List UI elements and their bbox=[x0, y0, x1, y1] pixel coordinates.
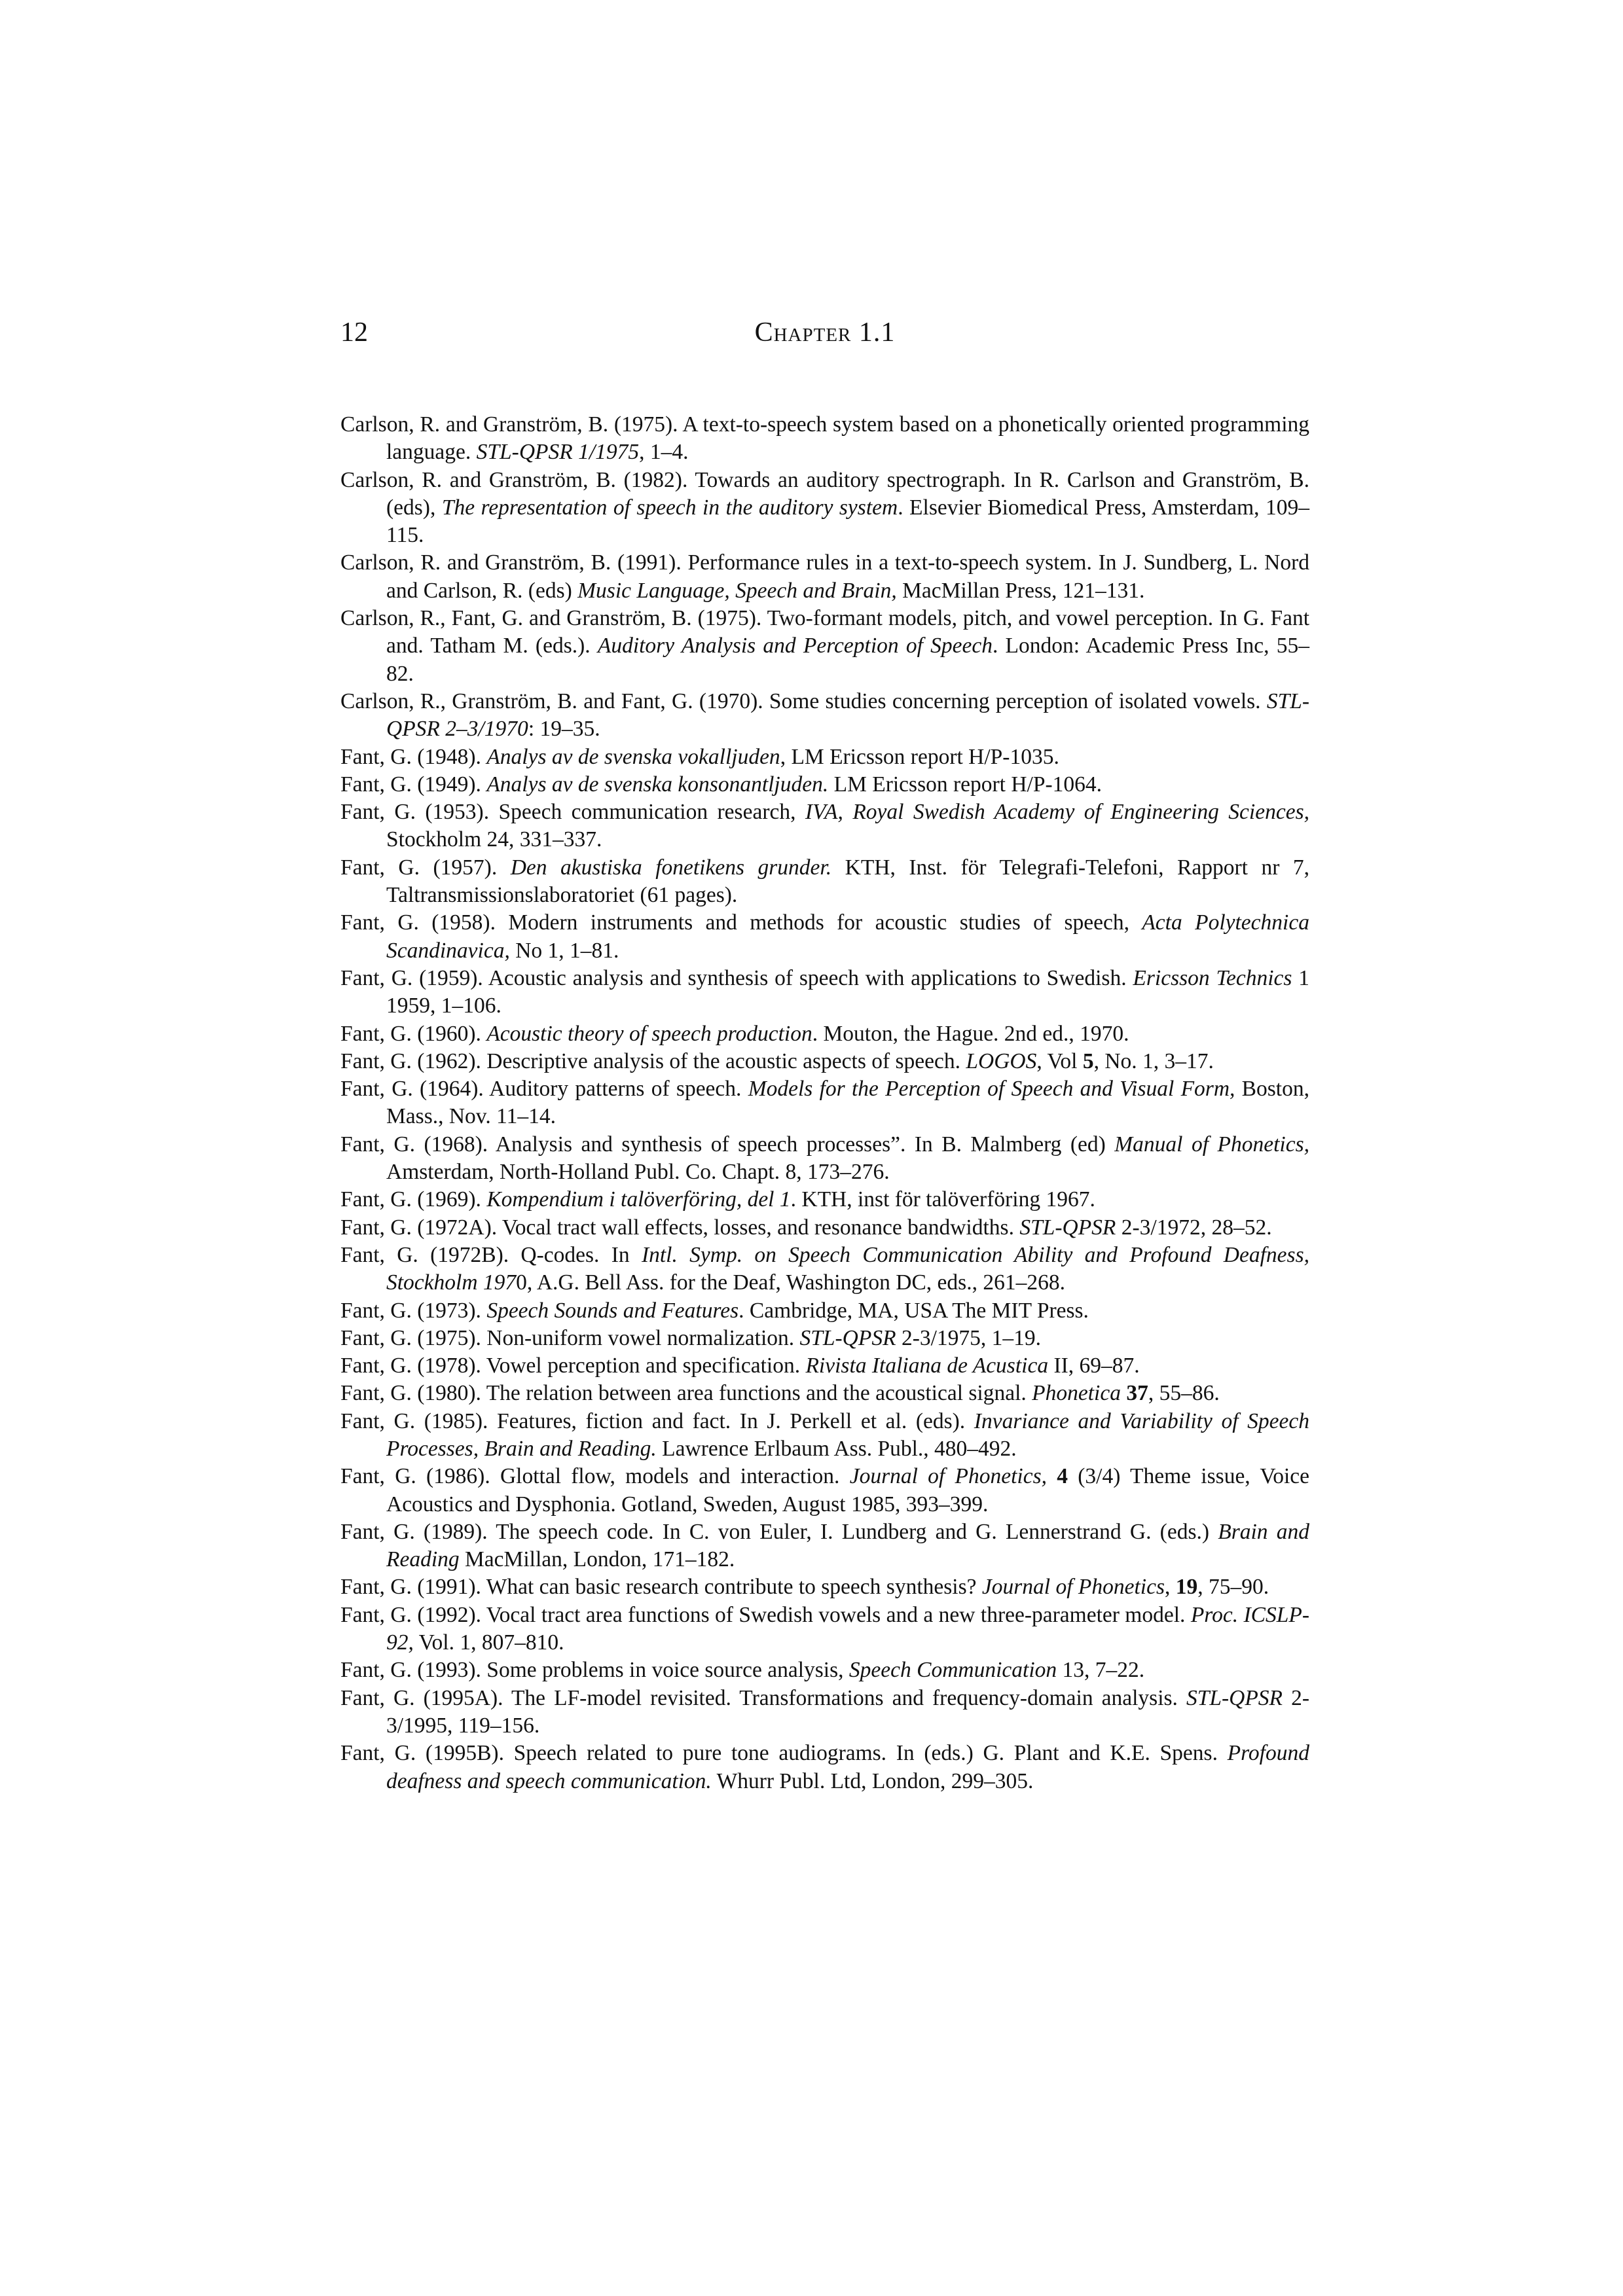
reference-entry bbox=[340, 605, 1309, 688]
reference-italic-text: Brain and Reading bbox=[386, 1519, 1310, 1572]
reference-text: Fant, G. (1985). Features, fiction and fact. In J. Perkell et al. (eds). bbox=[340, 1408, 974, 1433]
reference-text: Fant, G. (1948). bbox=[340, 744, 487, 769]
reference-italic-text: Profound deafness and speech communication. bbox=[386, 1741, 1309, 1793]
reference-entry bbox=[340, 1242, 1309, 1297]
reference-italic-text: Invariance and Variability of Speech Processes, Brain and Reading. bbox=[386, 1408, 1309, 1461]
reference-entry bbox=[340, 1602, 1309, 1657]
reference-entry bbox=[340, 1186, 1309, 1213]
reference-italic-text: The representation of speech in the auditory system bbox=[441, 495, 898, 520]
reference-bold-text: 37 bbox=[1126, 1381, 1148, 1406]
reference-text: . KTH, inst för talöverföring 1967. bbox=[790, 1187, 1095, 1212]
reference-text: LM Ericsson report H/P-1064. bbox=[828, 772, 1103, 797]
reference-text: Fant, G. (1973). bbox=[340, 1298, 487, 1323]
reference-entry bbox=[340, 1325, 1309, 1352]
reference-text: Fant, G. (1968). Analysis and synthesis of speech processes”. In B. Malmberg (ed) bbox=[340, 1132, 1115, 1157]
reference-italic-text: Rivista Italiana de Acustica bbox=[805, 1354, 1049, 1378]
reference-italic-text: Music Language, Speech and Brain, bbox=[577, 578, 897, 603]
reference-bold-text: 19 bbox=[1175, 1575, 1198, 1600]
reference-text: 2-3/1972, 28–52. bbox=[1116, 1215, 1272, 1240]
reference-italic-text: Intl. Symp. on Speech Communication Ability and Profound Deafness, Stockholm 197 bbox=[386, 1242, 1309, 1295]
reference-text: MacMillan, London, 171–182. bbox=[459, 1547, 735, 1572]
reference-entry bbox=[340, 1740, 1309, 1795]
reference-text: Amsterdam, North-Holland Publ. Co. Chapt. 8, 173–276. bbox=[386, 1160, 890, 1185]
reference-text: . London: Academic Press Inc, 55–82. bbox=[386, 634, 1309, 686]
reference-text: 2-3/1995, 119–156. bbox=[386, 1685, 1309, 1738]
reference-entry bbox=[340, 909, 1309, 965]
reference-text: Carlson, R. and Granström, B. (1975). A text-to-speech system based on a phonetically oriented programming language. bbox=[340, 412, 1309, 465]
reference-text: : 19–35. bbox=[528, 717, 600, 742]
reference-text: Fant, G. (1969). bbox=[340, 1187, 487, 1212]
reference-text: , 55–86. bbox=[1148, 1381, 1220, 1406]
reference-italic-text: Journal of Phonetics, bbox=[849, 1464, 1047, 1489]
reference-entry bbox=[340, 467, 1309, 550]
reference-text: . Elsevier Biomedical Press, Amsterdam, 109–115. bbox=[386, 495, 1310, 548]
reference-text: Fant, G. (1953). Speech communication research, bbox=[340, 800, 805, 825]
reference-entry bbox=[340, 1380, 1309, 1407]
reference-entry bbox=[340, 965, 1309, 1020]
reference-entry bbox=[340, 411, 1309, 467]
reference-entry bbox=[340, 798, 1309, 854]
reference-entry bbox=[340, 1131, 1309, 1187]
running-head: Chapter 1.1 bbox=[754, 317, 896, 348]
reference-text: 0, A.G. Bell Ass. for the Deaf, Washington DC, eds., 261–268. bbox=[516, 1270, 1065, 1295]
reference-italic-text: Journal of Phonetics bbox=[981, 1575, 1165, 1600]
reference-text: , bbox=[1165, 1575, 1176, 1600]
reference-text: Fant, G. (1962). Descriptive analysis of the acoustic aspects of speech. bbox=[340, 1049, 966, 1073]
reference-entry bbox=[340, 1075, 1309, 1131]
reference-text: Carlson, R. and Granström, B. (1982). Towards an auditory spectrograph. In R. Carlson and Granström, B. (eds), bbox=[340, 467, 1309, 520]
reference-italic-text: Acoustic theory of speech production bbox=[486, 1021, 812, 1046]
reference-text: Lawrence Erlbaum Ass. Publ., 480–492. bbox=[656, 1436, 1017, 1461]
reference-text: II, 69–87. bbox=[1048, 1354, 1140, 1378]
reference-italic-text: Speech Communication bbox=[848, 1658, 1057, 1683]
reference-text: Fant, G. (1991). What can basic research contribute to speech synthesis? bbox=[340, 1575, 982, 1600]
reference-text: Fant, G. (1995A). The LF-model revisited. Transformations and frequency-domain analysis. bbox=[340, 1685, 1186, 1710]
reference-text: 13, 7–22. bbox=[1057, 1658, 1145, 1683]
reference-text: Carlson, R., Granström, B. and Fant, G. (1970). Some studies concerning perception of isolated vowels. bbox=[340, 689, 1267, 713]
reference-entry bbox=[340, 1352, 1309, 1380]
reference-text: Fant, G. (1993). Some problems in voice source analysis, bbox=[340, 1658, 849, 1683]
reference-text: 1 1959, 1–106. bbox=[386, 965, 1310, 1018]
reference-text: No 1, 1–81. bbox=[509, 938, 619, 963]
reference-entry bbox=[340, 1463, 1309, 1518]
reference-text: , 1–4. bbox=[639, 440, 689, 465]
reference-text: , 75–90. bbox=[1197, 1575, 1269, 1600]
reference-italic-text: STL-QPSR 1/1975 bbox=[476, 440, 640, 465]
reference-text: . Mouton, the Hague. 2nd ed., 1970. bbox=[812, 1021, 1129, 1046]
reference-italic-text: LOGOS bbox=[966, 1049, 1037, 1073]
reference-text: , LM Ericsson report H/P-1035. bbox=[780, 744, 1059, 769]
reference-entry bbox=[340, 1214, 1309, 1242]
reference-text: Fant, G. (1989). The speech code. In C. von Euler, I. Lundberg and G. Lennerstrand G. (eds.) bbox=[340, 1519, 1218, 1544]
reference-italic-text: Manual of Phonetics, bbox=[1114, 1132, 1310, 1157]
reference-entry bbox=[340, 1020, 1309, 1048]
reference-text bbox=[1047, 1464, 1057, 1488]
reference-italic-text: Speech Sounds and Features bbox=[486, 1298, 739, 1323]
reference-text: Fant, G. (1986). Glottal flow, models and interaction. bbox=[340, 1464, 850, 1489]
reference-entry bbox=[340, 854, 1309, 910]
reference-text: (3/4) Theme issue, Voice Acoustics and Dysphonia. Gotland, Sweden, August 1985, 393–399. bbox=[386, 1464, 1310, 1516]
reference-text: Boston, Mass., Nov. 11–14. bbox=[386, 1077, 1309, 1129]
reference-text: 2-3/1975, 1–19. bbox=[896, 1325, 1042, 1350]
reference-text: MacMillan Press, 121–131. bbox=[896, 578, 1145, 603]
reference-bold-text: 5 bbox=[1082, 1049, 1094, 1073]
reference-entry bbox=[340, 744, 1309, 771]
reference-text: , No. 1, 3–17. bbox=[1093, 1049, 1214, 1073]
reference-text: Fant, G. (1958). Modern instruments and methods for acoustic studies of speech, bbox=[340, 910, 1142, 935]
page-number: 12 bbox=[340, 317, 368, 348]
reference-text: , Vol bbox=[1036, 1049, 1083, 1073]
reference-text: Fant, G. (1972B). Q-codes. In bbox=[340, 1242, 642, 1267]
reference-text: Fant, G. (1995B). Speech related to pure tone audiograms. In (eds.) G. Plant and K.E. Spens. bbox=[340, 1741, 1228, 1766]
reference-text: Fant, G. (1964). Auditory patterns of speech. bbox=[340, 1077, 748, 1102]
reference-text: Carlson, R. and Granström, B. (1991). Performance rules in a text-to-speech system. In J. Sundberg, L. Nord and Carlson, R. (eds) bbox=[340, 550, 1309, 603]
reference-entry bbox=[340, 1297, 1309, 1325]
reference-text: Fant, G. (1978). Vowel perception and specification. bbox=[340, 1354, 806, 1378]
reference-entry bbox=[340, 549, 1309, 605]
reference-italic-text: Acta Polytechnica Scandinavica, bbox=[386, 910, 1309, 963]
reference-text: Stockholm 24, 331–337. bbox=[386, 827, 602, 852]
reference-text: . Cambridge, MA, USA The MIT Press. bbox=[739, 1298, 1089, 1323]
reference-text: Carlson, R., Fant, G. and Granström, B. (1975). Two-formant models, pitch, and vowel perception. In G. Fant and. Tatham M. (eds.). bbox=[340, 606, 1309, 658]
reference-italic-text: STL-QPSR bbox=[1186, 1685, 1283, 1710]
reference-italic-text: Analys av de svenska konsonantljuden. bbox=[486, 772, 829, 797]
reference-italic-text: Models for the Perception of Speech and Visual Form, bbox=[748, 1077, 1235, 1102]
reference-text: KTH, Inst. för Telegrafi-Telefoni, Rapport nr 7, Taltransmissionslaboratoriet (61 pages). bbox=[386, 855, 1309, 908]
reference-italic-text: IVA, Royal Swedish Academy of Engineering Sciences, bbox=[805, 800, 1309, 825]
reference-italic-text: Analys av de svenska vokalljuden bbox=[486, 744, 780, 769]
reference-entry bbox=[340, 1685, 1309, 1740]
reference-entry bbox=[340, 1518, 1309, 1574]
reference-list bbox=[340, 411, 1309, 1795]
reference-italic-text: Proc. ICSLP-92, bbox=[386, 1602, 1309, 1655]
reference-entry bbox=[340, 1573, 1309, 1601]
reference-text: Fant, G. (1980). The relation between area functions and the acoustical signal. bbox=[340, 1381, 1032, 1406]
reference-italic-text: STL-QPSR 2–3/1970 bbox=[386, 689, 1309, 742]
reference-text: Whurr Publ. Ltd, London, 299–305. bbox=[711, 1768, 1034, 1793]
reference-italic-text: Auditory Analysis and Perception of Speech bbox=[597, 634, 993, 658]
reference-entry bbox=[340, 688, 1309, 744]
reference-text: Fant, G. (1960). bbox=[340, 1021, 487, 1046]
reference-text: Fant, G. (1992). Vocal tract area functions of Swedish vowels and a new three-parameter model. bbox=[340, 1602, 1191, 1627]
reference-italic-text: Phonetica bbox=[1032, 1381, 1121, 1406]
reference-entry bbox=[340, 1408, 1309, 1463]
reference-entry bbox=[340, 771, 1309, 798]
reference-text: Fant, G. (1957). bbox=[340, 855, 511, 880]
reference-italic-text: Den akustiska fonetikens grunder. bbox=[510, 855, 832, 880]
reference-entry bbox=[340, 1048, 1309, 1075]
reference-text: Fant, G. (1975). Non-uniform vowel normalization. bbox=[340, 1325, 800, 1350]
reference-italic-text: STL-QPSR bbox=[799, 1325, 896, 1350]
reference-text: Fant, G. (1949). bbox=[340, 772, 487, 797]
reference-bold-text: 4 bbox=[1057, 1464, 1068, 1489]
reference-italic-text: Kompendium i talöverföring, del 1 bbox=[486, 1187, 791, 1212]
reference-italic-text: Ericsson Technics bbox=[1133, 965, 1292, 990]
reference-text: Fant, G. (1972A). Vocal tract wall effects, losses, and resonance bandwidths. bbox=[340, 1215, 1020, 1240]
reference-text: Fant, G. (1959). Acoustic analysis and synthesis of speech with applications to Swedish. bbox=[340, 965, 1133, 990]
reference-entry bbox=[340, 1657, 1309, 1684]
reference-italic-text: STL-QPSR bbox=[1019, 1215, 1116, 1240]
reference-text: Vol. 1, 807–810. bbox=[413, 1630, 564, 1655]
page-header bbox=[340, 313, 1309, 352]
